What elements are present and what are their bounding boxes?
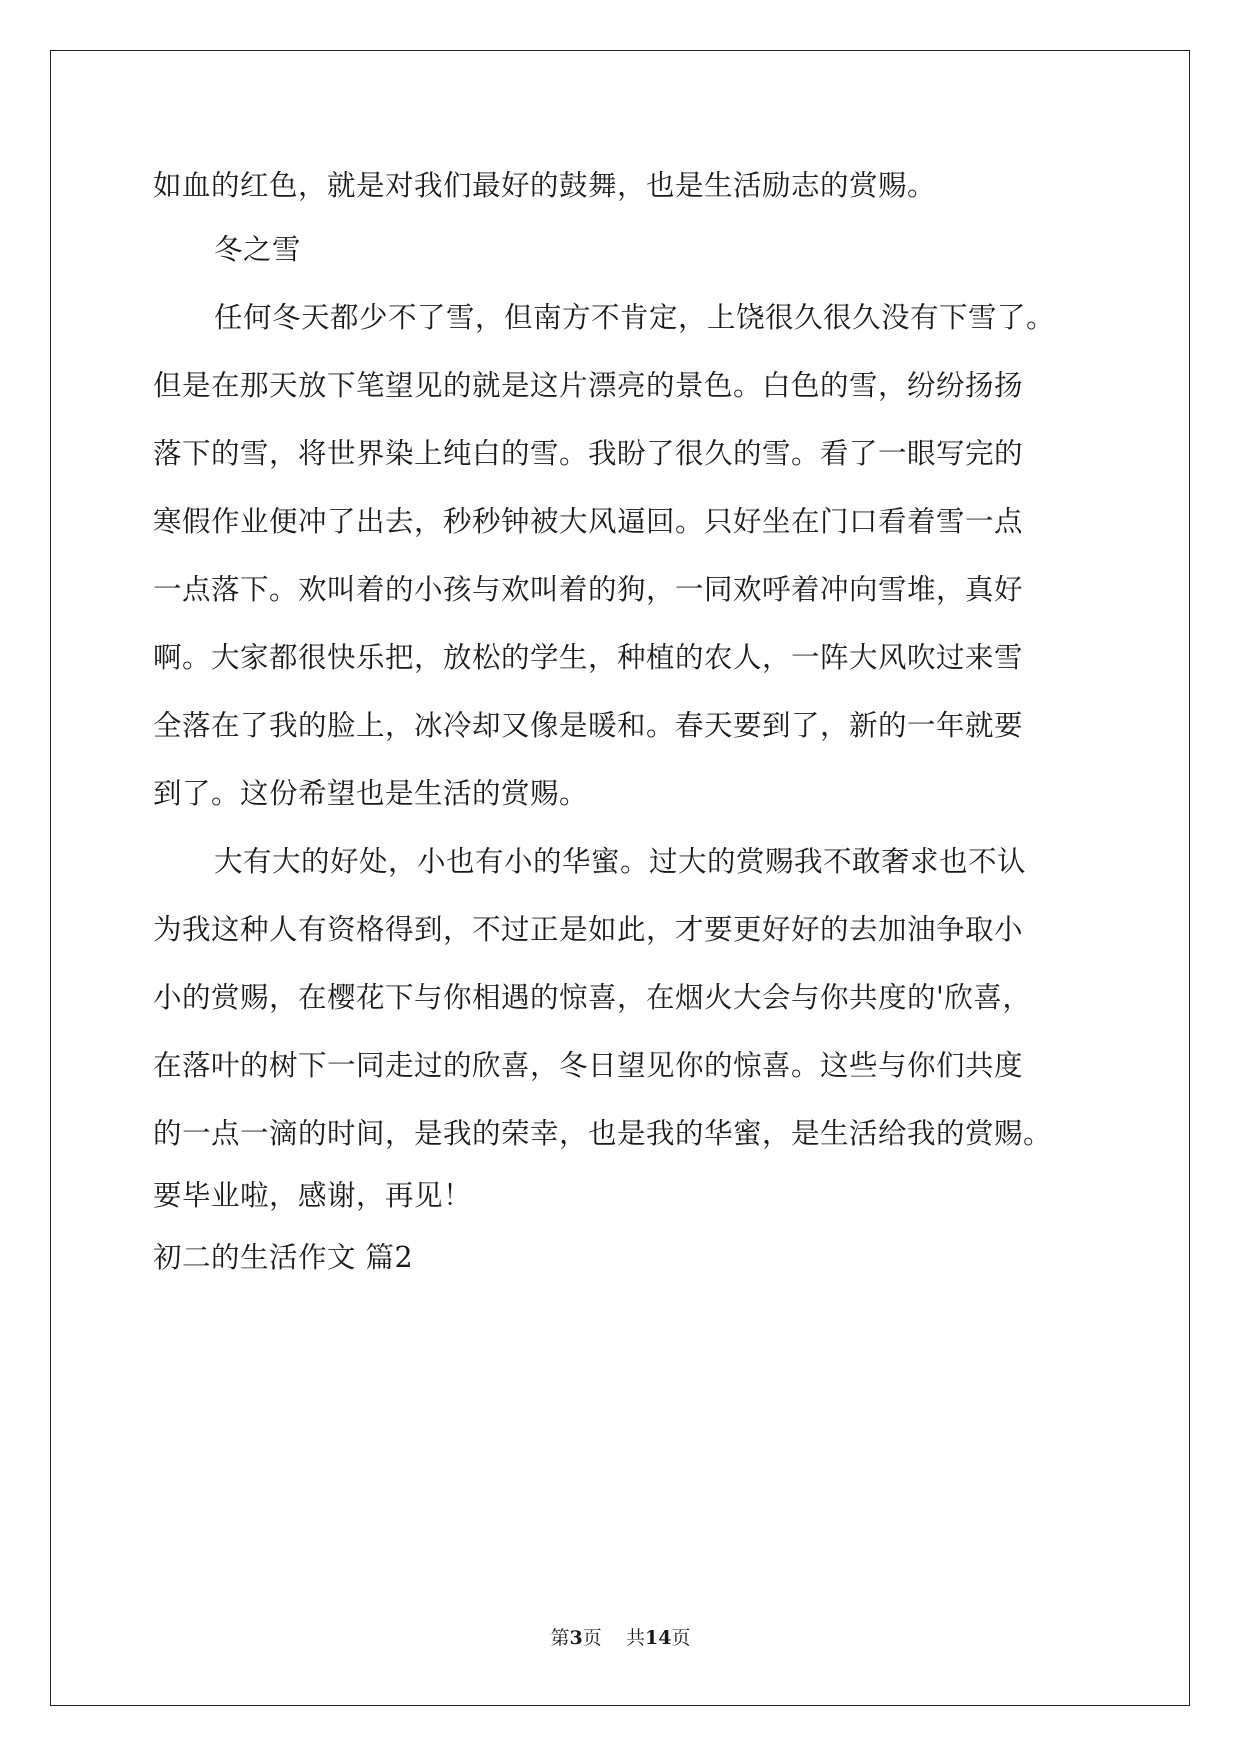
footer-total-pages: 14	[644, 1627, 672, 1649]
article-title-part-2: 初二的生活作文 篇2	[153, 1241, 414, 1274]
footer-total-suffix: 页	[671, 1627, 691, 1649]
paragraph-line-14: 在落叶的树下一同走过的欣喜，冬日望见你的惊喜。这些与你们共度	[153, 1049, 1024, 1082]
paragraph-line-3: 任何冬天都少不了雪，但南方不肯定，上饶很久很久没有下雪了。	[214, 301, 1056, 334]
paragraph-line-9: 全落在了我的脸上，冰冷却又像是暖和。春天要到了，新的一年就要	[153, 709, 1024, 742]
paragraph-line-15: 的一点一滴的时间，是我的荣幸，也是我的华蜜，是生活给我的赏赐。	[153, 1117, 1053, 1150]
paragraph-line-10: 到了。这份希望也是生活的赏赐。	[153, 777, 589, 810]
paragraph-line-1: 如血的红色，就是对我们最好的鼓舞，也是生活励志的赏赐。	[153, 169, 937, 202]
footer-page-suffix: 页	[582, 1627, 602, 1649]
paragraph-line-8: 啊。大家都很快乐把，放松的学生，种植的农人，一阵大风吹过来雪	[153, 641, 1024, 674]
section-heading-winter-snow: 冬之雪	[214, 233, 302, 266]
paragraph-line-6: 寒假作业便冲了出去，秒秒钟被大风逼回。只好坐在门口看着雪一点	[153, 505, 1024, 538]
paragraph-line-12: 为我这种人有资格得到，不过正是如此，才要更好好的去加油争取小	[153, 913, 1024, 946]
paragraph-line-16: 要毕业啦，感谢，再见！	[153, 1179, 473, 1212]
paragraph-line-11: 大有大的好处，小也有小的华蜜。过大的赏赐我不敢奢求也不认	[214, 845, 1027, 878]
paragraph-line-4: 但是在那天放下笔望见的就是这片漂亮的景色。白色的雪，纷纷扬扬	[153, 369, 1024, 402]
page-footer	[0, 1626, 1241, 1650]
footer-total-prefix: 共	[625, 1627, 645, 1649]
footer-page-number: 3	[569, 1627, 583, 1649]
footer-page-prefix: 第	[550, 1627, 570, 1649]
paragraph-line-13: 小的赏赐，在樱花下与你相遇的惊喜，在烟火大会与你共度的'欣喜，	[153, 981, 1032, 1014]
paragraph-line-7: 一点落下。欢叫着的小孩与欢叫着的狗，一同欢呼着冲向雪堆，真好	[153, 573, 1024, 606]
paragraph-line-5: 落下的雪，将世界染上纯白的雪。我盼了很久的雪。看了一眼写完的	[153, 437, 1024, 470]
